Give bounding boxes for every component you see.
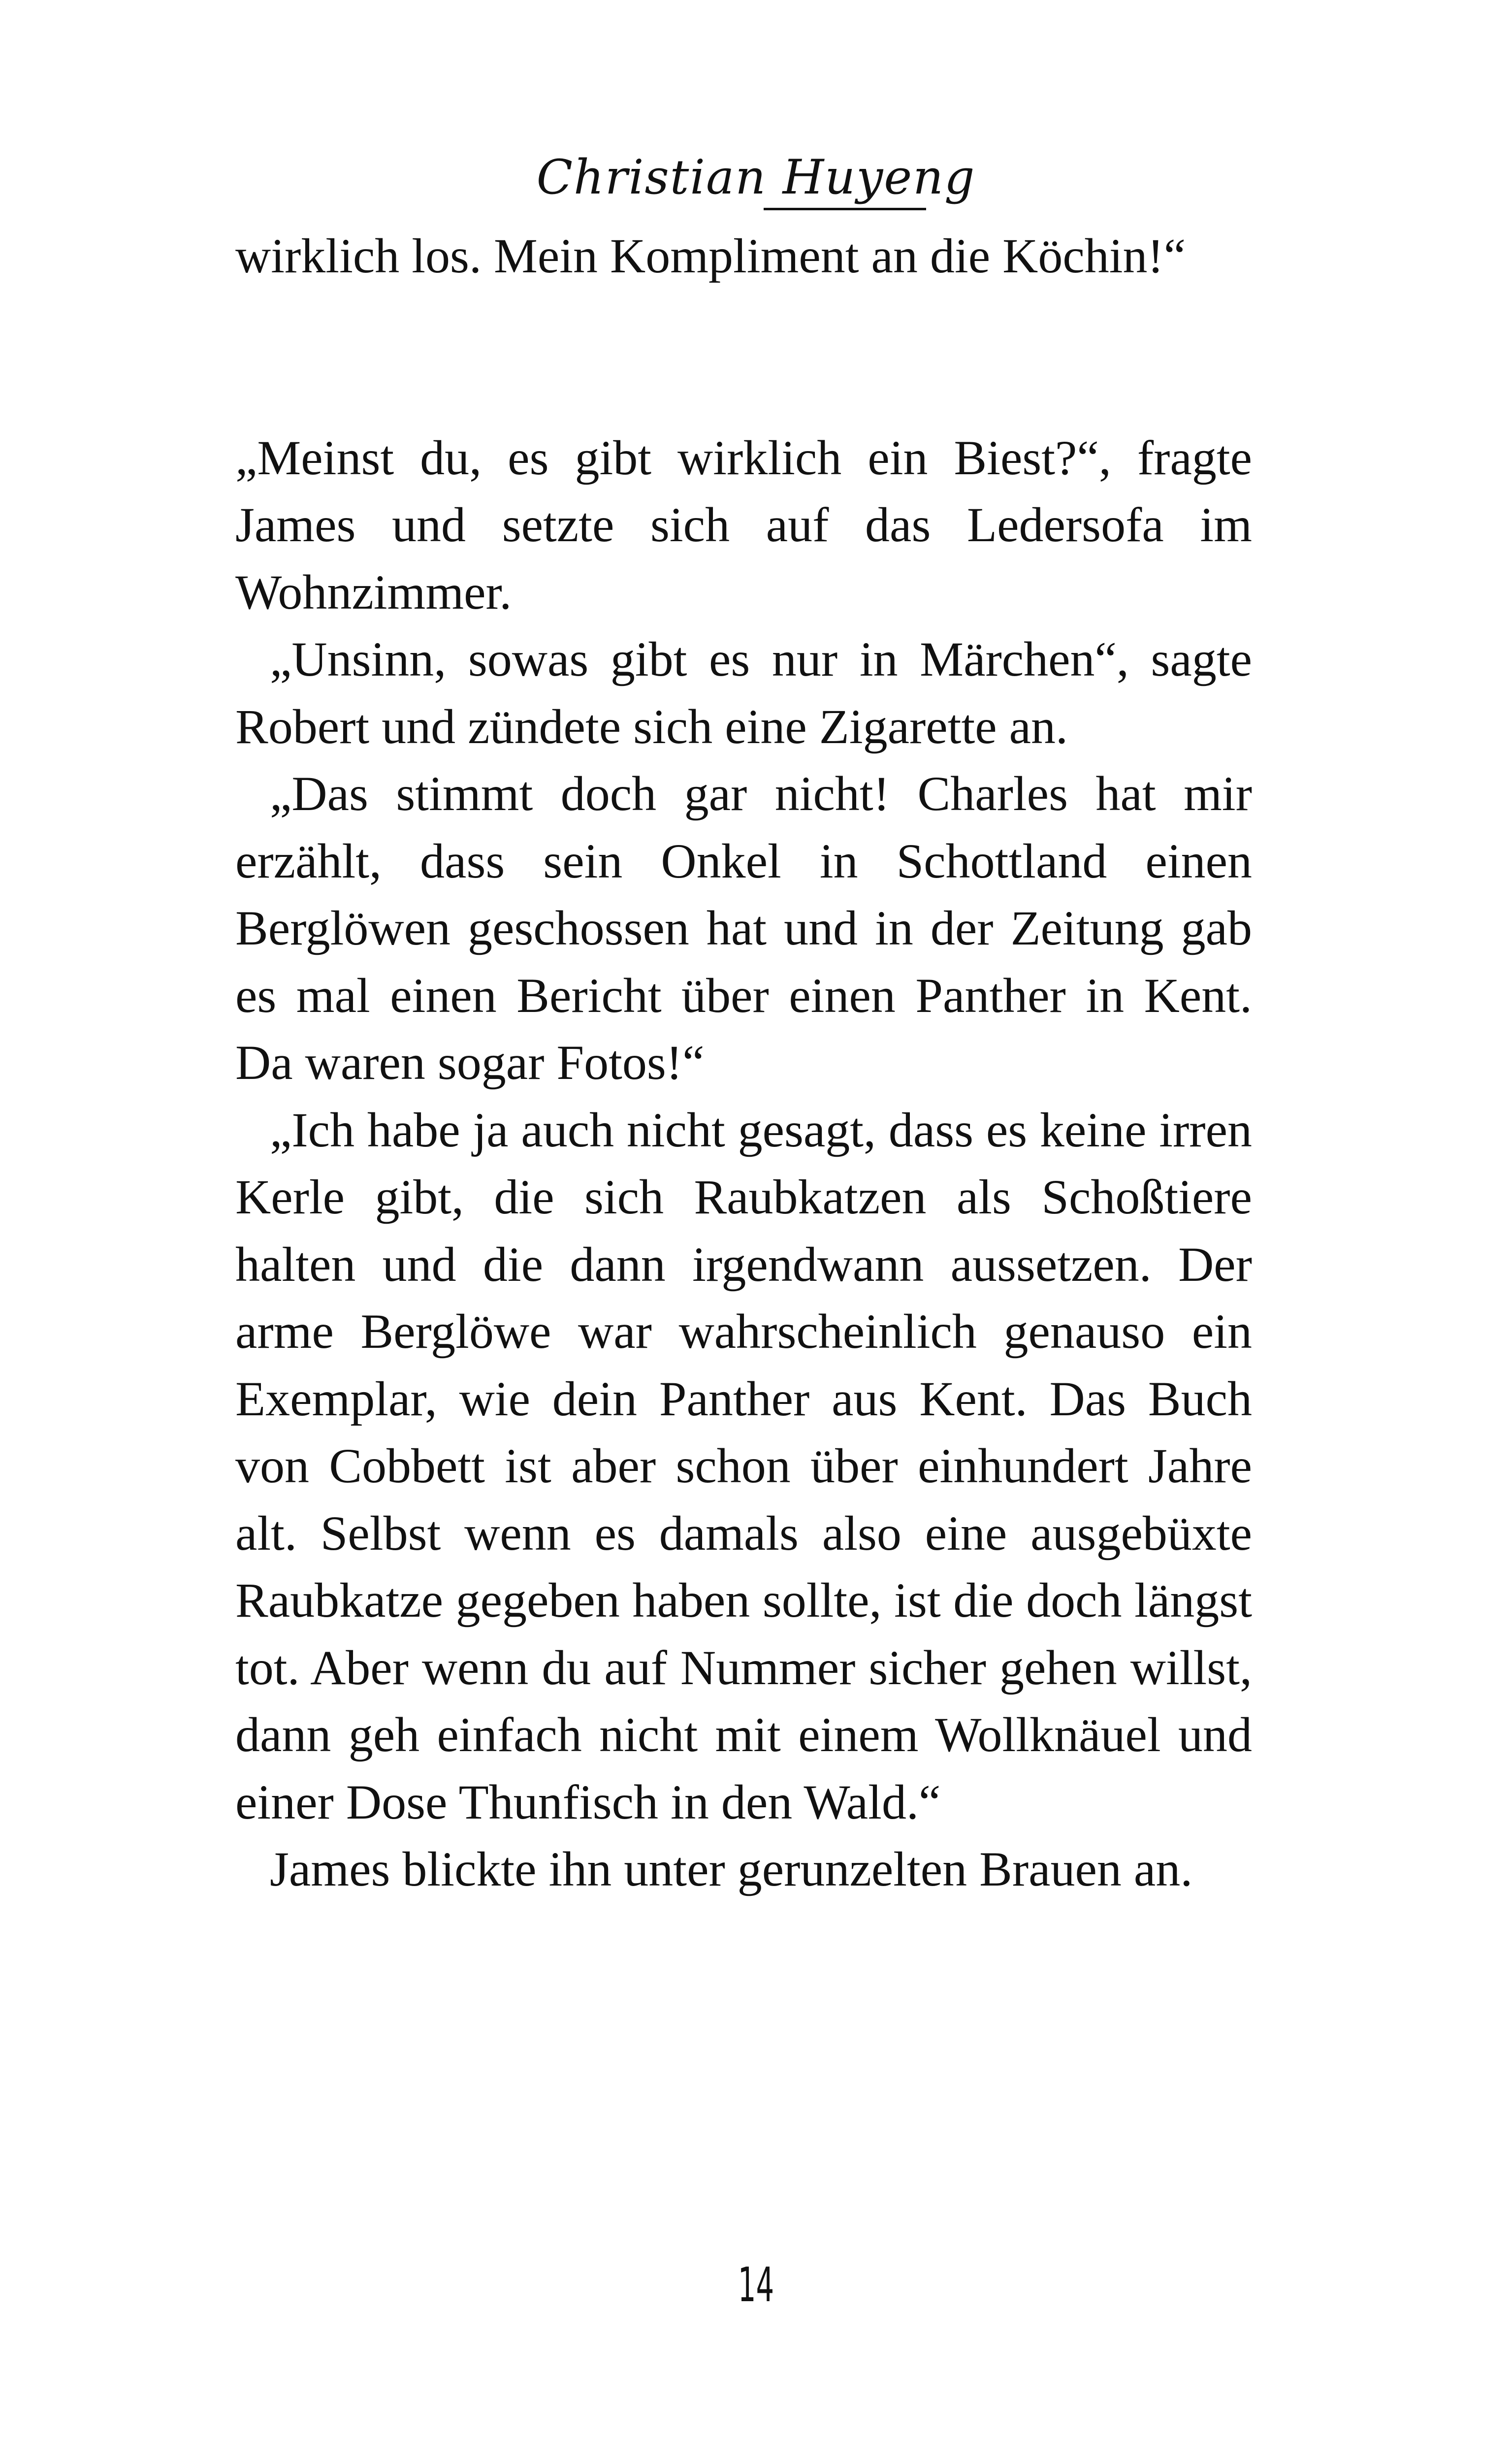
- body-text: [235, 223, 1252, 1903]
- page-number: 14: [738, 2257, 774, 2313]
- signature-underline: [764, 208, 926, 210]
- paragraph-continuation: wirklich los. Mein Kompliment an die Köchin!“: [235, 228, 1186, 283]
- paragraph: „Das stimmt doch gar nicht! Charles hat mir erzählt, dass sein Onkel in Schottland einen Berglöwen geschossen hat und in der Zeitung gab es mal einen Bericht über einen Panther in Kent. Da waren sogar Fotos!“: [235, 766, 1252, 1090]
- paragraph: „Unsinn, sowas gibt es nur in Märchen“, sagte Robert und zündete sich eine Zigarette an.: [235, 632, 1252, 754]
- paragraph: „Meinst du, es gibt wirklich ein Biest?“, fragte James und setzte sich auf das Ledersofa im Wohnzimmer.: [235, 430, 1252, 619]
- running-head: [0, 143, 1512, 210]
- paragraph: „Ich habe ja auch nicht gesagt, dass es keine irren Kerle gibt, die sich Raubkatzen als Schoßtiere halten und die dann irgendwann aussetzen. Der arme Berglöwe war wahrscheinlich genauso ein Exemplar, wie dein Panther aus Kent. Das Buch von Cobbett ist aber schon über einhundert Jahre alt. Selbst wenn es damals also eine ausgebüxte Raubkatze gegeben haben sollte, ist die doch längst tot. Aber wenn du auf Nummer sicher gehen willst, dann geh einfach nicht mit einem Wollknäuel und einer Dose Thunfisch in den Wald.“: [235, 1102, 1252, 1829]
- paragraph: James blickte ihn unter gerunzelten Brauen an.: [270, 1842, 1193, 1896]
- author-signature: Christian Huyeng: [536, 150, 976, 205]
